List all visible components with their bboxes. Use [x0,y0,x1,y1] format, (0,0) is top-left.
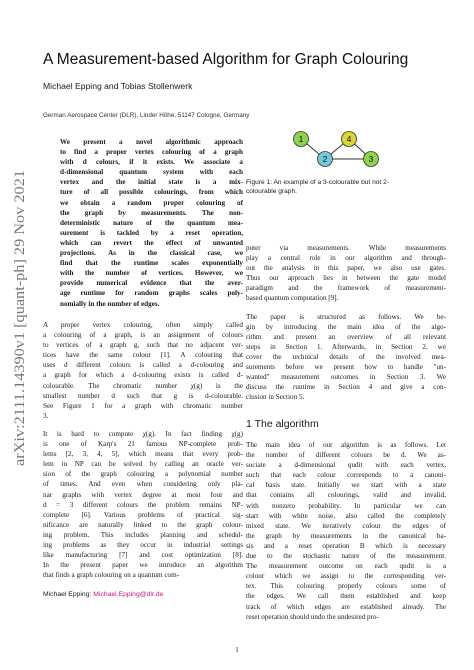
text-line: steps in Section 1. Afterwards, in Section 2, we [246,342,446,351]
text-line: cal basis state. Initially we start with a state [246,481,446,490]
text-line: paradigm and the framework of measurement- [246,284,446,293]
abstract-line: age runtime for random graphs scales poly- [60,289,243,298]
text-line: that contains all colourings, valid and invalid, [246,491,446,500]
text-line: track of which edges are established already. The [246,602,446,611]
text-line: colour which we assign to the corresponding ver- [246,572,446,581]
intro-paragraph-1 [43,320,243,421]
text-line: A proper vertex colouring, often simply called [43,321,243,329]
caption-line: Figure 1: An example of a 3-colourable but not 2- [246,179,389,186]
text-line: sociate a d-dimensional qudit with each vertex, [246,461,446,470]
page-number: 1 [235,646,239,654]
authors: Michael Epping and Tobias Stollenwerk [43,81,193,91]
text-line: clusion in Section 5. [246,393,305,402]
text-line: based quantum computation [9]. [246,294,339,303]
text-line: ing problem. This includes planning and schedul- [43,530,243,539]
text-line: a graph for which a d-colouring exists is called d- [43,371,243,380]
text-line: a colouring of a graph, is an assignment of colours [43,331,243,340]
paper-title: A Measurement-based Algorithm for Graph Colouring [43,51,409,68]
abstract-line: with d colours, if it exists. We associate a [60,158,243,167]
figure-caption [246,178,446,196]
text-line: reset operation should undo the undesired pro- [246,612,379,621]
text-line: lem in NP can be solved by calling an oracle ver- [43,460,243,469]
abstract-line: we obtain a random proper colouring of [60,198,243,207]
abstract-line: which can revert the effect of unwanted [60,238,243,247]
abstract-line: with the number of vertices. However, we [60,269,243,278]
abstract-line: the graph by measurements. The non- [60,208,243,217]
text-line: uses d different colours is called a d-colouring and [43,361,243,370]
text-line: rithm and present an overview of all relevant [246,332,446,341]
text-line: is one of Karp's 21 famous NP-complete prob- [43,440,243,449]
abstract-line: provide numerical evidence that the aver- [60,279,243,288]
text-line: nificance are naturally linked to the graph colour- [43,520,243,529]
footnote [43,590,163,599]
text-line: start with white noise, also called the completely [246,511,446,520]
text-line: sis and a reset operation B which is necessary [246,541,446,550]
text-line: puter via measurements. While measurements [246,244,446,252]
text-line: play a central role in our algorithm and through- [246,254,446,263]
text-line: that finds a graph colouring on a quantum com- [43,571,180,580]
text-line: tex. This colouring properly colours some of [246,582,446,591]
introduction [43,320,243,580]
text-line: colourable. The chromatic number χ(g) is the [43,381,243,390]
abstract-line: projections. As in the classical case, we [60,249,243,258]
text-line: out the analysis in this paper, we also use gates. [246,264,446,273]
abstract-line: d-dimensional quantum system with each [60,168,243,177]
right-paragraph-1 [246,243,446,304]
text-line: lems [2, 3, 4, 5], which means that every prob- [43,450,243,459]
right-column-text [246,243,446,402]
abstract-line: nomially in the number of edges. [60,299,160,308]
text-line: sion of the graph colouring a polynomial number [43,470,243,479]
arxiv-id: arXiv:2111.14390v1 [quant-ph] 29 Nov 2021 [11,189,28,466]
text-line: to vertices of a graph g, such that no adjacent ver- [43,341,243,350]
text-line: with nonzero probability. In particular we can [246,501,446,510]
graph-node-label: 1 [298,134,304,144]
text-line: the graph by measurements in the canonical ba- [246,531,446,540]
text-line: ing problems as they occur in industrial settings [43,540,243,549]
affiliation: German Aerospace Center (DLR), Linder Höhe, 51147 Cologne, Germany [43,112,250,119]
text-line: like manufacturing [7] and cost optimization [8]. [43,551,243,560]
text-line: The measurement outcome on each qudit is a [246,562,446,571]
text-line: See Figure 1 for a graph with chromatic number [43,401,243,410]
footnote-name: Michael Epping: [43,591,92,598]
abstract-line: vertex and the initial state is a mix- [60,178,243,187]
text-line: nar graphs with vertex degree at most four and [43,490,243,499]
text-line: The main idea of our algorithm is as follows. Let [246,441,446,449]
arxiv-stamp [2,168,32,468]
abstract-line: We present a novel algorithmic approach [60,138,243,146]
text-line: discuss the runtime in Section 4 and give a con- [246,383,446,392]
abstract-line: to find a proper vertex colouring of a graph [60,148,243,157]
graph-node-label: 2 [322,154,328,164]
text-line: d = 3 different colours the problem remains NP- [43,500,243,509]
abstract-line: deterministic nature of the quantum mea- [60,218,243,227]
text-line: In the present paper we introduce an algorithm [43,561,243,570]
text-line: cover the technical details of the involved mea- [246,352,446,361]
abstract-line: find that the runtime scales exponentially [60,259,243,268]
text-line: 3. [43,411,49,420]
text-line: The paper is structured as follows. We be- [246,312,446,321]
text-line: surements before we present how to handle "un- [246,363,446,372]
text-line: the number of different colours be d. We as- [246,451,446,460]
right-paragraph-2 [246,312,446,403]
author-email-link[interactable]: Michael.Epping@dlr.de [93,591,164,598]
text-line: Thus our approach lies in between the gate model [246,274,446,283]
caption-line: colourable graph. [246,188,297,195]
text-line: such that each colour corresponds to a canoni- [246,471,446,480]
graph-node-label: 4 [346,134,352,144]
section-heading: 1 The algorithm [246,418,319,430]
text-line: gin by introducing the main idea of the algo- [246,322,446,331]
abstract-line: ture of all possible colourings, from which [60,188,243,197]
graph-node-label: 3 [368,154,374,164]
text-line: smallest number d such that g is d-colourable. [43,391,243,400]
text-line: the edges. We call them established and keep [246,592,446,601]
text-line: due to the stochastic nature of the measurement. [246,552,446,561]
text-line: complete [6]. Various problems of practical sig- [43,510,243,519]
text-line: tices have the same colour [1]. A colouring that [43,351,243,360]
text-line: mixed state. We iteratively colour the edges of [246,521,446,530]
figure-1-graph [246,122,446,182]
section-1-text [246,440,446,622]
text-line: It is hard to compute χ(g). In fact finding χ(g) [43,429,243,438]
abstract-line: surement is tackled by a reset operation, [60,228,243,237]
abstract [60,137,243,309]
intro-paragraph-2 [43,429,243,580]
text-line: wanted" measurement outcomes in Section 3. We [246,373,446,382]
text-line: of times. And even when considering only pla- [43,480,243,489]
